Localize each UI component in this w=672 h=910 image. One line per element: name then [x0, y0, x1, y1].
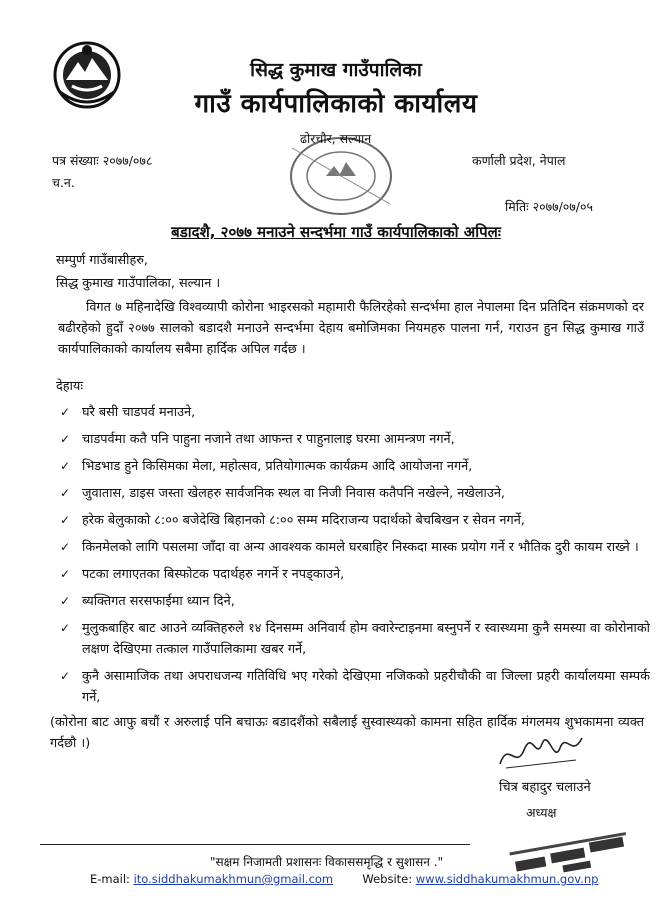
list-item: ✓ हरेक बेलुकाको ८:०० बजेदेखि बिहानको ८:०० सम्म मदिराजन्य पदार्थको बेचबिखन र सेवन नगर्ने, [60, 510, 650, 531]
salutation-line-2: सिद्ध कुमाख गाउँपालिका, सल्यान । [56, 276, 221, 291]
checkmark-icon: ✓ [60, 486, 71, 500]
website-label: Website: [362, 872, 413, 886]
list-heading: देहायः [56, 379, 83, 394]
list-item: ✓ जुवातास, डाइस जस्ता खेलहरु सार्वजनिक स्थल वा निजी निवास कतैपनि नखेल्ने, नखेलाउने, [60, 483, 650, 504]
closing-paragraph: (कोरोना बाट आफु बचौं र अरुलाई पनि बचाऊः बडादशैंको सबैलाई सुस्वास्थ्यको कामना सहित हार्दिक मंगलमय शुभकामना व्यक्त गर्दछौ ।) [50, 715, 644, 751]
footer-divider [40, 844, 470, 845]
email-label: E-mail: [90, 872, 130, 886]
signatory-title: अध्यक्ष [526, 805, 557, 820]
subject-line: बडादशै, २०७७ मनाउने सन्दर्भमा गाउँ कार्यपालिकाको अपिलः [171, 223, 501, 241]
list-item: ✓ कुनै असामाजिक तथा अपराधजन्य गतिविधि भए गरेको देखिएमा नजिकको प्रहरीचौकी वा जिल्ला प्रहरी कार्यालयमा सम्पर्क गर्ने, [60, 666, 650, 708]
list-item: ✓ पटका लगाएतका बिस्फोटक पदार्थहरु नगर्ने र नपड्काउने, [60, 564, 650, 585]
letter-date: मितिः २०७७/०७/०५ [505, 199, 593, 214]
executive-office-title: गाउँ कार्यपालिकाको कार्यालय [194, 89, 478, 119]
list-item: ✓ किनमेलको लागि पसलमा जाँदा वा अन्य आवश्यक कामले घरबाहिर निस्कदा मास्क प्रयोग गर्ने र भौतिक दुरी कायम राख्ने । [60, 537, 650, 558]
checkmark-icon: ✓ [60, 669, 71, 683]
footer-contact [90, 872, 598, 886]
checkmark-icon: ✓ [60, 432, 71, 446]
list-item: ✓ घरै बसी चाडपर्व मनाउने, [60, 402, 650, 423]
website-link[interactable]: www.siddhakumakhmun.gov.np [415, 872, 599, 886]
address: ढोरचौर, सल्यान [300, 131, 372, 146]
checkmark-icon: ✓ [60, 405, 71, 419]
checkmark-icon: ✓ [60, 459, 71, 473]
signature-image [496, 730, 586, 774]
province: कर्णाली प्रदेश, नेपाल [472, 153, 566, 168]
list-item: ✓ भिडभाड हुने किसिमका मेला, महोत्सव, प्रतियोगात्मक कार्यक्रम आदि आयोजना नगर्ने, [60, 456, 650, 477]
checkmark-icon: ✓ [60, 567, 71, 581]
list-item: ✓ ब्यक्तिगत सरसफाईमा ध्यान दिने, [60, 591, 650, 612]
checkmark-icon: ✓ [60, 594, 71, 608]
name-stamp [500, 828, 640, 874]
salutation-line-1: सम्पुर्ण गाउँबासीहरु, [56, 253, 148, 268]
checkmark-icon: ✓ [60, 513, 71, 527]
checkmark-icon: ✓ [60, 540, 71, 554]
list-item: ✓ मुलुकबाहिर बाट आउने व्यक्तिहरुले १४ दिनसम्म अनिवार्य होम क्वारेन्टाइनमा बस्नुपर्ने र स्वास्थ्यमा कुनै समस्या वा कोरोनाको लक्षण देखिएमा तत्काल गाउँपालिकामा खबर गर्ने, [60, 618, 650, 660]
intro-paragraph: विगत ७ महिनादेखि विश्वव्यापी कोरोना भाइरसको महामारी फैलिरहेको सन्दर्भमा हाल नेपालमा दिन प्रतिदिन संक्रमणको दर बढीरहेको हुदाँ २०७७ सालको बडादशै मनाउने सन्दर्भमा देहाय बमोजिमका नियमहरु पालना गर्न, गराउन हुन सिद्ध कुमाख गाउँ कार्यपालिकाको कार्यालय सबैमा हार्दिक अपिल गर्दछ । [58, 300, 644, 357]
footer-slogan: "सक्षम निजामती प्रशासनः विकाससमृद्धि र सुशासन ." [210, 855, 444, 869]
letter-number: पत्र संख्याः २०७७/०७८ [52, 153, 153, 168]
checkmark-icon: ✓ [60, 621, 71, 635]
rules-list [60, 402, 650, 714]
office-name: सिद्ध कुमाख गाउँपालिका [250, 59, 422, 81]
email-link[interactable]: ito.siddhakumakhmun@gmail.com [133, 872, 334, 886]
dispatch-number: च.न. [52, 175, 75, 190]
signatory-name: चित्र बहादुर चलाउने [499, 780, 591, 795]
list-item: ✓ चाडपर्वमा कतै पनि पाहुना नजाने तथा आफन्त र पाहुनालाइ घरमा आमन्त्रण नगर्ने, [60, 429, 650, 450]
